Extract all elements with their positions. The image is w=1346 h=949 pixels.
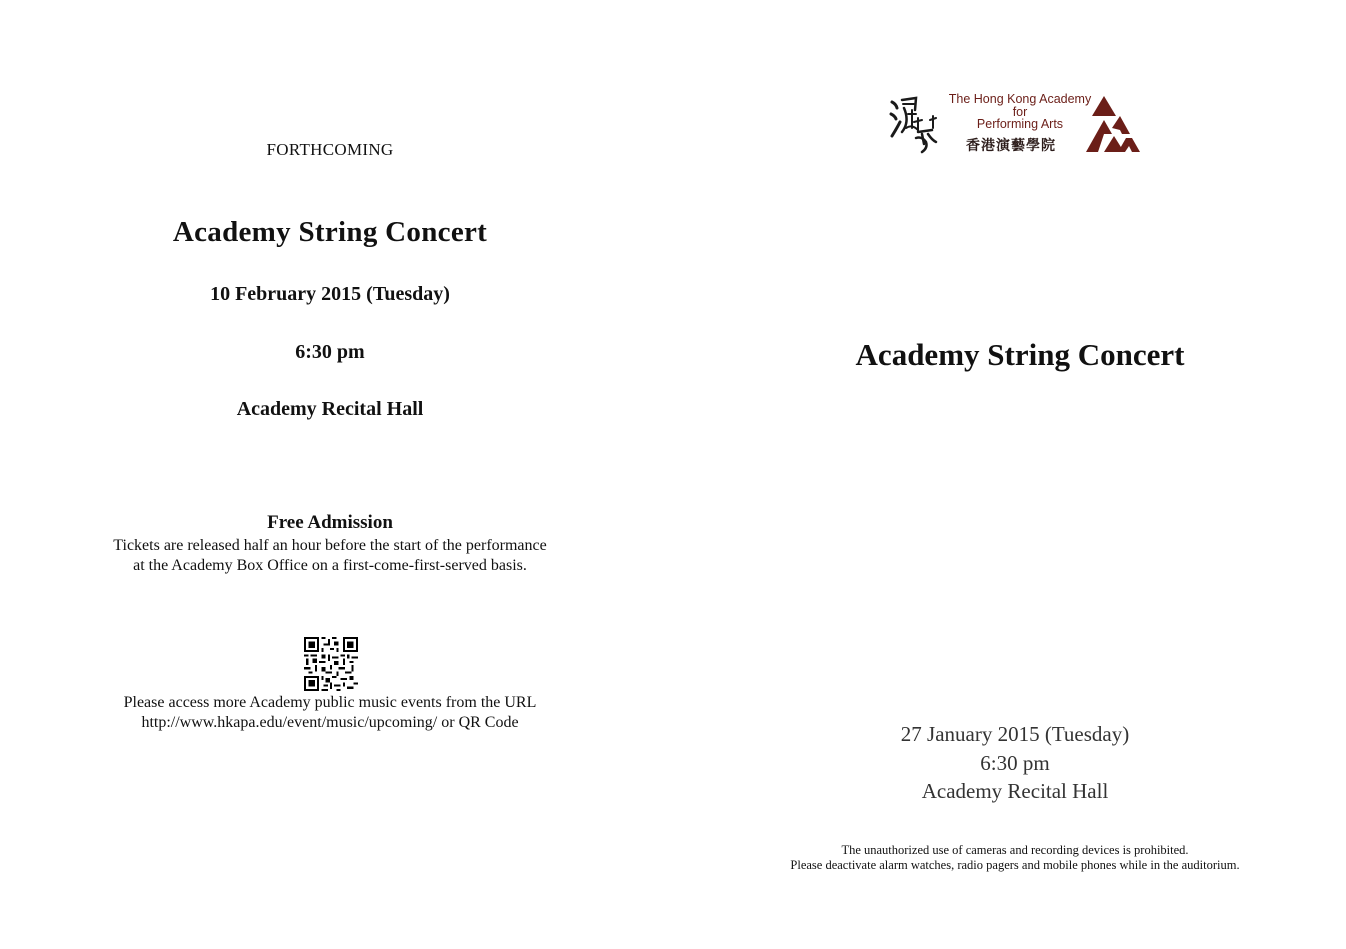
forthcoming-venue: Academy Recital Hall (236, 398, 424, 420)
hkapa-logo (888, 90, 1144, 156)
left-page (0, 0, 660, 949)
forthcoming-date: 10 February 2015 (Tuesday) (210, 283, 450, 305)
recording-notice: The unauthorized use of cameras and recording devices is prohibited. (841, 843, 1189, 857)
admission-text-line-2: at the Academy Box Office on a first-come-first-served basis. (133, 557, 527, 574)
concert-date: 27 January 2015 (Tuesday) (900, 722, 1130, 746)
concert-venue: Academy Recital Hall (921, 779, 1109, 803)
concert-title: Academy String Concert (855, 337, 1185, 372)
admission-text-line-1: Tickets are released half an hour before the start of the performance (113, 537, 547, 554)
calligraphy-logo-icon (888, 92, 940, 154)
qr-code-icon[interactable] (304, 637, 358, 691)
forthcoming-title: Academy String Concert (172, 216, 488, 248)
access-url-line[interactable]: http://www.hkapa.edu/event/music/upcoming/ or QR Code (141, 714, 519, 731)
access-text-line-1: Please access more Academy public music events from the URL (123, 694, 537, 711)
forthcoming-time: 6:30 pm (295, 341, 365, 363)
right-page (680, 0, 1346, 949)
logo-english-name: The Hong Kong Academy for Performing Arts (948, 92, 1092, 131)
devices-notice: Please deactivate alarm watches, radio pagers and mobile phones while in the auditorium. (790, 858, 1240, 872)
admission-heading: Free Admission (267, 512, 393, 533)
logo-chinese-name: 香港演藝學院 (966, 138, 1056, 154)
apa-triangle-mark-icon (1082, 94, 1148, 152)
forthcoming-label: FORTHCOMING (266, 140, 394, 159)
concert-time: 6:30 pm (980, 751, 1050, 775)
